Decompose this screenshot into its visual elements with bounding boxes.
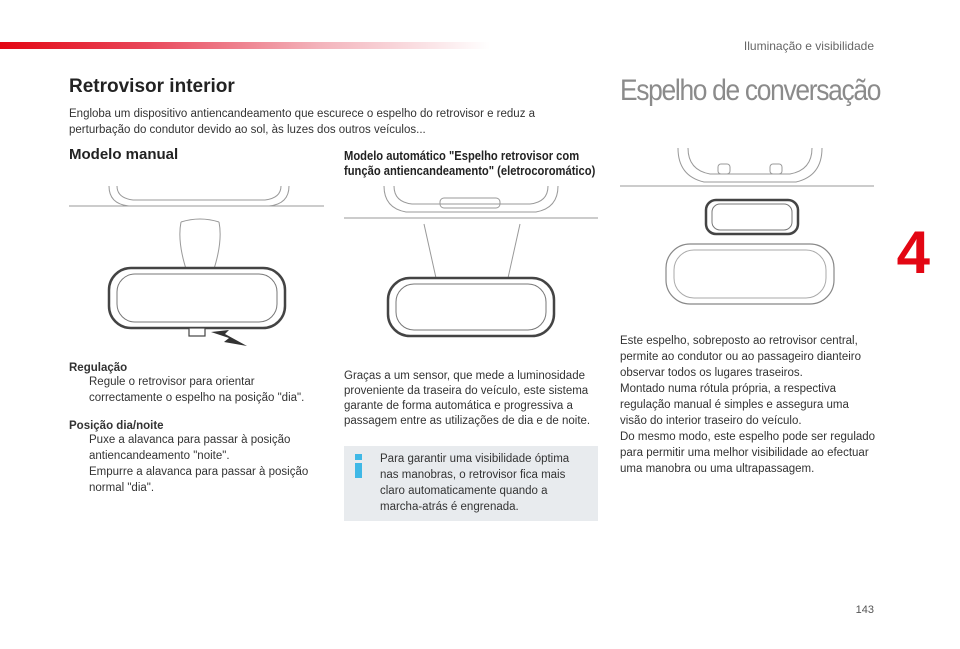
- chapter-number: 4: [896, 219, 930, 286]
- info-icon: [352, 454, 366, 478]
- manual-model-text: [69, 362, 324, 496]
- section-title: Retrovisor interior: [69, 76, 235, 97]
- conversation-paragraph: Montado numa rótula própria, a respectiva regulação manual é simples e assegura uma visão do interior traseiro do veículo.: [620, 383, 849, 427]
- auto-mirror-illustration: [344, 182, 598, 344]
- auto-model-title-line1: Modelo automático "Espelho retrovisor com: [344, 148, 580, 163]
- daynight-item: Empurre a alavanca para passar à posição normal "dia".: [89, 466, 309, 494]
- header-accent-bar: [0, 42, 490, 49]
- daynight-label: Posição dia/noite: [69, 420, 164, 432]
- conversation-mirror-illustration: [620, 146, 874, 308]
- info-text: Para garantir uma visibilidade óptima nas manobras, o retrovisor fica mais claro automaticamente quando a marcha-atrás é engrenada.: [380, 453, 570, 513]
- conversation-paragraph: Do mesmo modo, este espelho pode ser regulado para permitir uma melhor visibilidade ao efectuar uma manobra ou uma ultrapassagem.: [620, 431, 876, 475]
- chapter-title: Iluminação e visibilidade: [743, 39, 874, 53]
- conversation-mirror-text: [620, 333, 876, 477]
- adjust-label: Regulação: [69, 362, 128, 374]
- auto-model-title: [344, 148, 596, 178]
- section-intro: Engloba um dispositivo antiencandeamento que escurece o espelho do retrovisor e reduz a perturbação do condutor devido ao sol, às luzes dos outros veículos...: [69, 108, 536, 136]
- auto-model-title-line2: função antiencandeamento" (eletrocoromático): [344, 163, 596, 178]
- info-box: [344, 446, 598, 521]
- conversation-paragraph: Este espelho, sobreposto ao retrovisor central, permite ao condutor ou ao passageiro dianteiro observar todos os lugares traseiros.: [620, 335, 862, 379]
- conversation-mirror-title: Espelho de conversação: [620, 74, 881, 107]
- manual-model-title: Modelo manual: [69, 146, 179, 163]
- manual-mirror-illustration: [69, 182, 324, 350]
- auto-model-text: Graças a um sensor, que mede a luminosidade proveniente da traseira do veículo, este sistema garante de forma automática e progressiva a passagem entre as utilizações de dia e de noite.: [344, 370, 591, 427]
- daynight-item: Puxe a alavanca para passar à posição antiencandeamento "noite".: [89, 434, 291, 462]
- page-number: 143: [855, 604, 874, 616]
- adjust-item: Regule o retrovisor para orientar correctamente o espelho na posição "dia".: [89, 376, 305, 404]
